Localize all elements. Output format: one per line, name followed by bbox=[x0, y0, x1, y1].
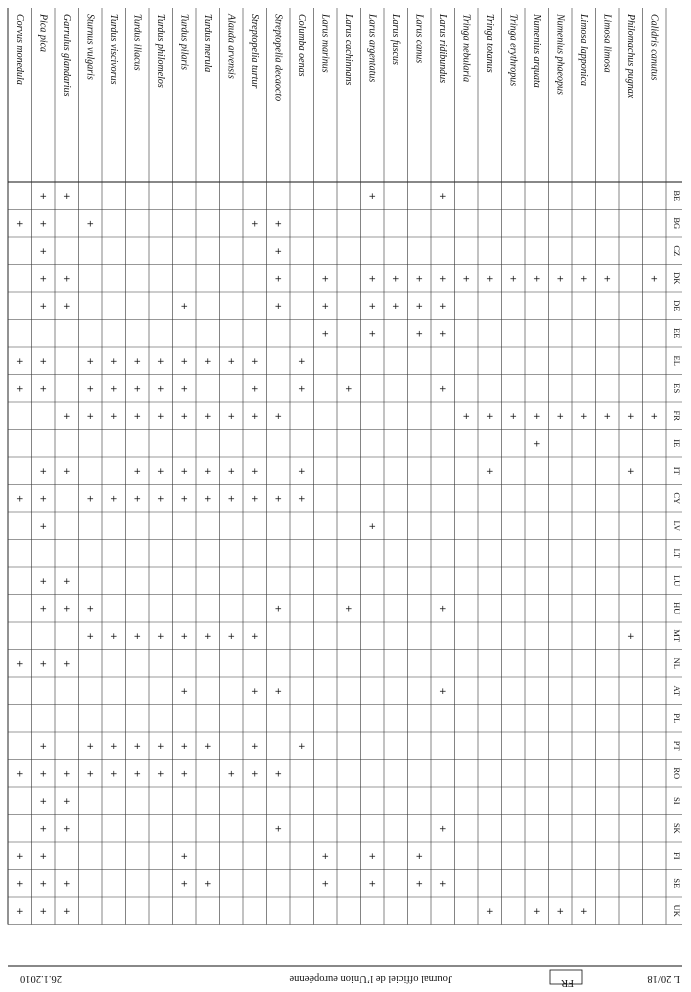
presence-mark: + bbox=[274, 494, 283, 505]
species-label: Sturnus vulgaris bbox=[84, 14, 96, 80]
species-column bbox=[14, 13, 660, 101]
presence-mark: + bbox=[180, 384, 189, 395]
presence-mark: + bbox=[250, 466, 259, 477]
presence-mark: + bbox=[109, 631, 118, 642]
presence-mark: + bbox=[438, 686, 447, 697]
presence-mark: + bbox=[62, 191, 71, 202]
presence-mark: + bbox=[391, 274, 400, 285]
presence-mark: + bbox=[180, 301, 189, 312]
species-label: Larus argentatus bbox=[366, 14, 378, 83]
presence-mark: + bbox=[62, 576, 71, 587]
presence-mark: + bbox=[368, 879, 377, 890]
presence-mark: + bbox=[462, 274, 471, 285]
species-label: Turdus iliacus bbox=[131, 14, 143, 71]
presence-mark: + bbox=[86, 356, 95, 367]
presence-mark: + bbox=[415, 301, 424, 312]
presence-mark: + bbox=[180, 741, 189, 752]
presence-mark: + bbox=[321, 329, 330, 340]
presence-mark: + bbox=[39, 604, 48, 615]
presence-mark: + bbox=[603, 274, 612, 285]
presence-mark: + bbox=[250, 219, 259, 230]
presence-mark: + bbox=[62, 879, 71, 890]
presence-mark: + bbox=[180, 494, 189, 505]
presence-mark: + bbox=[86, 411, 95, 422]
species-label: Larus cachinnans bbox=[342, 14, 354, 86]
table-grid bbox=[8, 8, 682, 925]
species-label: Philomachus pugnax bbox=[624, 14, 636, 99]
country-code: CZ bbox=[672, 245, 682, 257]
presence-mark: + bbox=[62, 796, 71, 807]
presence-mark: + bbox=[62, 604, 71, 615]
country-code: SE bbox=[672, 878, 682, 889]
presence-mark: + bbox=[180, 686, 189, 697]
country-code: HU bbox=[672, 602, 682, 615]
country-code: UK bbox=[672, 904, 682, 917]
presence-mark: + bbox=[180, 631, 189, 642]
presence-mark: + bbox=[532, 439, 541, 450]
presence-mark: + bbox=[109, 769, 118, 780]
presence-mark: + bbox=[62, 659, 71, 670]
country-code: FI bbox=[672, 851, 682, 860]
presence-mark: + bbox=[485, 411, 494, 422]
presence-mark: + bbox=[344, 384, 353, 395]
presence-mark: + bbox=[438, 604, 447, 615]
country-code: SI bbox=[672, 796, 682, 805]
species-label: Turdus viscivorus bbox=[107, 14, 119, 85]
page-footer bbox=[8, 966, 682, 988]
presence-mark: + bbox=[133, 384, 142, 395]
country-code: IE bbox=[672, 439, 682, 448]
presence-mark: + bbox=[556, 274, 565, 285]
presence-mark: + bbox=[297, 384, 306, 395]
country-code: EL bbox=[672, 355, 682, 366]
presence-mark: + bbox=[391, 301, 400, 312]
presence-mark: + bbox=[86, 741, 95, 752]
presence-mark: + bbox=[109, 356, 118, 367]
country-header-row bbox=[672, 190, 682, 917]
presence-mark: + bbox=[62, 466, 71, 477]
presence-mark: + bbox=[133, 631, 142, 642]
presence-mark: + bbox=[180, 466, 189, 477]
presence-mark: + bbox=[39, 494, 48, 505]
presence-mark: + bbox=[485, 274, 494, 285]
presence-mark: + bbox=[650, 274, 659, 285]
language-code: FR bbox=[561, 977, 574, 988]
presence-mark: + bbox=[156, 769, 165, 780]
species-label: Columba oenas bbox=[295, 14, 307, 77]
presence-mark: + bbox=[321, 851, 330, 862]
presence-mark: + bbox=[39, 521, 48, 532]
presence-mark: + bbox=[415, 851, 424, 862]
presence-mark: + bbox=[62, 411, 71, 422]
presence-mark: + bbox=[39, 274, 48, 285]
presence-mark: + bbox=[39, 246, 48, 257]
presence-mark: + bbox=[274, 274, 283, 285]
presence-mark: + bbox=[203, 494, 212, 505]
presence-mark: + bbox=[462, 411, 471, 422]
presence-mark: + bbox=[180, 851, 189, 862]
country-code: LV bbox=[672, 520, 682, 532]
presence-mark: + bbox=[156, 356, 165, 367]
species-label: Turdus merula bbox=[201, 14, 213, 73]
presence-mark: + bbox=[227, 769, 236, 780]
presence-mark: + bbox=[86, 631, 95, 642]
presence-mark: + bbox=[62, 906, 71, 917]
presence-mark: + bbox=[156, 741, 165, 752]
presence-mark: + bbox=[133, 741, 142, 752]
presence-mark: + bbox=[86, 769, 95, 780]
presence-mark: + bbox=[438, 301, 447, 312]
country-code: PT bbox=[672, 740, 682, 751]
presence-mark: + bbox=[180, 879, 189, 890]
presence-mark: + bbox=[250, 494, 259, 505]
presence-mark: + bbox=[15, 879, 24, 890]
presence-mark: + bbox=[321, 301, 330, 312]
species-label: Larus marinus bbox=[319, 14, 331, 73]
presence-mark: + bbox=[250, 384, 259, 395]
presence-mark: + bbox=[274, 604, 283, 615]
presence-mark: + bbox=[415, 329, 424, 340]
country-code: LU bbox=[672, 575, 682, 587]
species-label: Limosa limosa bbox=[601, 14, 613, 73]
presence-mark: + bbox=[39, 879, 48, 890]
presence-mark: + bbox=[297, 741, 306, 752]
presence-mark: + bbox=[133, 769, 142, 780]
presence-mark: + bbox=[109, 384, 118, 395]
presence-mark: + bbox=[203, 631, 212, 642]
presence-mark: + bbox=[368, 301, 377, 312]
presence-mark: + bbox=[415, 274, 424, 285]
presence-mark: + bbox=[344, 604, 353, 615]
species-label: Tringa erythropus bbox=[507, 14, 519, 87]
presence-mark: + bbox=[438, 329, 447, 340]
presence-mark: + bbox=[438, 191, 447, 202]
presence-mark: + bbox=[509, 411, 518, 422]
country-code: DE bbox=[672, 300, 682, 312]
presence-mark: + bbox=[203, 466, 212, 477]
country-code: AT bbox=[672, 685, 682, 696]
presence-mark: + bbox=[133, 494, 142, 505]
presence-mark: + bbox=[15, 356, 24, 367]
country-code: IT bbox=[672, 466, 682, 475]
presence-mark: + bbox=[39, 796, 48, 807]
species-label: Tringa totanus bbox=[483, 14, 495, 73]
country-code: CY bbox=[672, 492, 682, 505]
species-label: Larus canus bbox=[413, 14, 425, 64]
presence-mark: + bbox=[39, 851, 48, 862]
presence-mark: + bbox=[62, 824, 71, 835]
presence-mark: + bbox=[15, 219, 24, 230]
country-code: ES bbox=[672, 383, 682, 394]
presence-mark: + bbox=[156, 411, 165, 422]
country-code: SK bbox=[672, 822, 682, 834]
presence-mark: + bbox=[250, 356, 259, 367]
presence-mark: + bbox=[274, 219, 283, 230]
presence-mark: + bbox=[156, 494, 165, 505]
presence-mark: + bbox=[203, 411, 212, 422]
presence-mark: + bbox=[133, 411, 142, 422]
presence-mark: + bbox=[39, 659, 48, 670]
presence-mark: + bbox=[180, 769, 189, 780]
presence-mark: + bbox=[39, 466, 48, 477]
presence-mark: + bbox=[250, 769, 259, 780]
presence-mark: + bbox=[368, 274, 377, 285]
presence-mark: + bbox=[579, 411, 588, 422]
species-label: Larus ridibundus bbox=[436, 14, 448, 84]
presence-mark: + bbox=[438, 824, 447, 835]
country-code: BG bbox=[672, 217, 682, 230]
presence-mark: + bbox=[415, 879, 424, 890]
presence-mark: + bbox=[509, 274, 518, 285]
presence-mark: + bbox=[15, 851, 24, 862]
presence-mark: + bbox=[579, 906, 588, 917]
publication-date: 26.1.2010 bbox=[20, 973, 62, 984]
presence-mark: + bbox=[626, 411, 635, 422]
species-label: Numenius arquata bbox=[530, 14, 542, 88]
presence-mark: + bbox=[203, 356, 212, 367]
country-code: EE bbox=[672, 328, 682, 339]
species-label: Turdus philomelos bbox=[154, 14, 166, 88]
species-label: Pica pica bbox=[37, 14, 49, 53]
presence-mark: + bbox=[39, 356, 48, 367]
country-code: RO bbox=[672, 767, 682, 780]
presence-mark: + bbox=[180, 356, 189, 367]
presence-mark: + bbox=[274, 301, 283, 312]
country-code: DK bbox=[672, 272, 682, 285]
species-label: Larus fuscus bbox=[389, 14, 401, 65]
species-label: Streptopelia decaocto bbox=[272, 14, 284, 102]
presence-mark: + bbox=[250, 741, 259, 752]
presence-mark: + bbox=[438, 384, 447, 395]
presence-mark: + bbox=[368, 851, 377, 862]
presence-mark: + bbox=[368, 329, 377, 340]
species-label: Limosa lapponica bbox=[577, 14, 589, 86]
presence-mark: + bbox=[626, 631, 635, 642]
presence-mark: + bbox=[86, 604, 95, 615]
presence-mark: + bbox=[532, 411, 541, 422]
presence-mark: + bbox=[274, 769, 283, 780]
presence-mark: + bbox=[227, 466, 236, 477]
presence-mark: + bbox=[109, 741, 118, 752]
presence-mark: + bbox=[321, 274, 330, 285]
presence-mark: + bbox=[180, 411, 189, 422]
country-code: PL bbox=[672, 713, 682, 724]
presence-mark: + bbox=[297, 356, 306, 367]
journal-title: Journal officiel de l’Union européenne bbox=[289, 973, 452, 984]
presence-mark: + bbox=[156, 631, 165, 642]
presence-mark: + bbox=[227, 631, 236, 642]
presence-mark: + bbox=[297, 494, 306, 505]
presence-mark: + bbox=[39, 906, 48, 917]
presence-mark: + bbox=[86, 219, 95, 230]
species-label: Turdus pilaris bbox=[178, 14, 190, 71]
presence-mark: + bbox=[62, 769, 71, 780]
presence-mark: + bbox=[15, 384, 24, 395]
presence-mark: + bbox=[86, 494, 95, 505]
country-code: NL bbox=[672, 657, 682, 669]
country-code: LT bbox=[672, 548, 682, 559]
presence-mark: + bbox=[274, 246, 283, 257]
presence-mark: + bbox=[368, 521, 377, 532]
presence-mark: + bbox=[39, 741, 48, 752]
presence-mark: + bbox=[485, 466, 494, 477]
presence-mark: + bbox=[250, 631, 259, 642]
presence-mark: + bbox=[62, 274, 71, 285]
species-label: Calidris canutus bbox=[648, 14, 660, 81]
presence-mark: + bbox=[86, 384, 95, 395]
presence-mark: + bbox=[532, 906, 541, 917]
presence-mark: + bbox=[15, 769, 24, 780]
presence-mark: + bbox=[250, 686, 259, 697]
presence-mark: + bbox=[39, 384, 48, 395]
presence-mark: + bbox=[274, 686, 283, 697]
presence-mark: + bbox=[274, 824, 283, 835]
presence-mark: + bbox=[109, 411, 118, 422]
presence-mark: + bbox=[203, 879, 212, 890]
page-ref: L 20/18 bbox=[647, 973, 680, 984]
presence-mark: + bbox=[227, 356, 236, 367]
presence-mark: + bbox=[133, 356, 142, 367]
presence-mark: + bbox=[250, 411, 259, 422]
presence-mark: + bbox=[626, 466, 635, 477]
presence-mark: + bbox=[62, 301, 71, 312]
presence-mark: + bbox=[156, 384, 165, 395]
presence-mark: + bbox=[227, 494, 236, 505]
presence-mark: + bbox=[321, 879, 330, 890]
presence-mark: + bbox=[39, 576, 48, 587]
presence-mark: + bbox=[39, 769, 48, 780]
presence-mark: + bbox=[532, 274, 541, 285]
presence-mark: + bbox=[15, 494, 24, 505]
presence-mark: + bbox=[133, 466, 142, 477]
presence-mark: + bbox=[227, 411, 236, 422]
presence-mark: + bbox=[579, 274, 588, 285]
presence-mark: + bbox=[274, 411, 283, 422]
country-code: MT bbox=[672, 629, 682, 643]
presence-mark: + bbox=[39, 824, 48, 835]
country-code: BE bbox=[672, 190, 682, 202]
presence-mark: + bbox=[438, 879, 447, 890]
species-label: Streptopelia turtur bbox=[248, 14, 260, 89]
presence-mark: + bbox=[603, 411, 612, 422]
presence-mark: + bbox=[650, 411, 659, 422]
presence-mark: + bbox=[438, 274, 447, 285]
presence-mark: + bbox=[203, 741, 212, 752]
presence-mark: + bbox=[156, 466, 165, 477]
species-label: Alauda arvensis bbox=[225, 14, 237, 79]
presence-mark: + bbox=[368, 191, 377, 202]
presence-mark: + bbox=[39, 191, 48, 202]
presence-mark: + bbox=[485, 906, 494, 917]
species-label: Tringa nebularia bbox=[460, 14, 472, 83]
presence-mark: + bbox=[297, 466, 306, 477]
species-label: Numenius phaeopus bbox=[554, 14, 566, 95]
species-label: Garrulus glandarius bbox=[60, 14, 72, 97]
presence-mark: + bbox=[109, 494, 118, 505]
presence-mark: + bbox=[39, 219, 48, 230]
presence-mark: + bbox=[556, 906, 565, 917]
presence-mark: + bbox=[15, 659, 24, 670]
country-code: FR bbox=[672, 410, 682, 421]
presence-mark: + bbox=[39, 301, 48, 312]
presence-mark: + bbox=[556, 411, 565, 422]
presence-mark: + bbox=[15, 906, 24, 917]
species-label: Corvus monedula bbox=[13, 14, 25, 85]
